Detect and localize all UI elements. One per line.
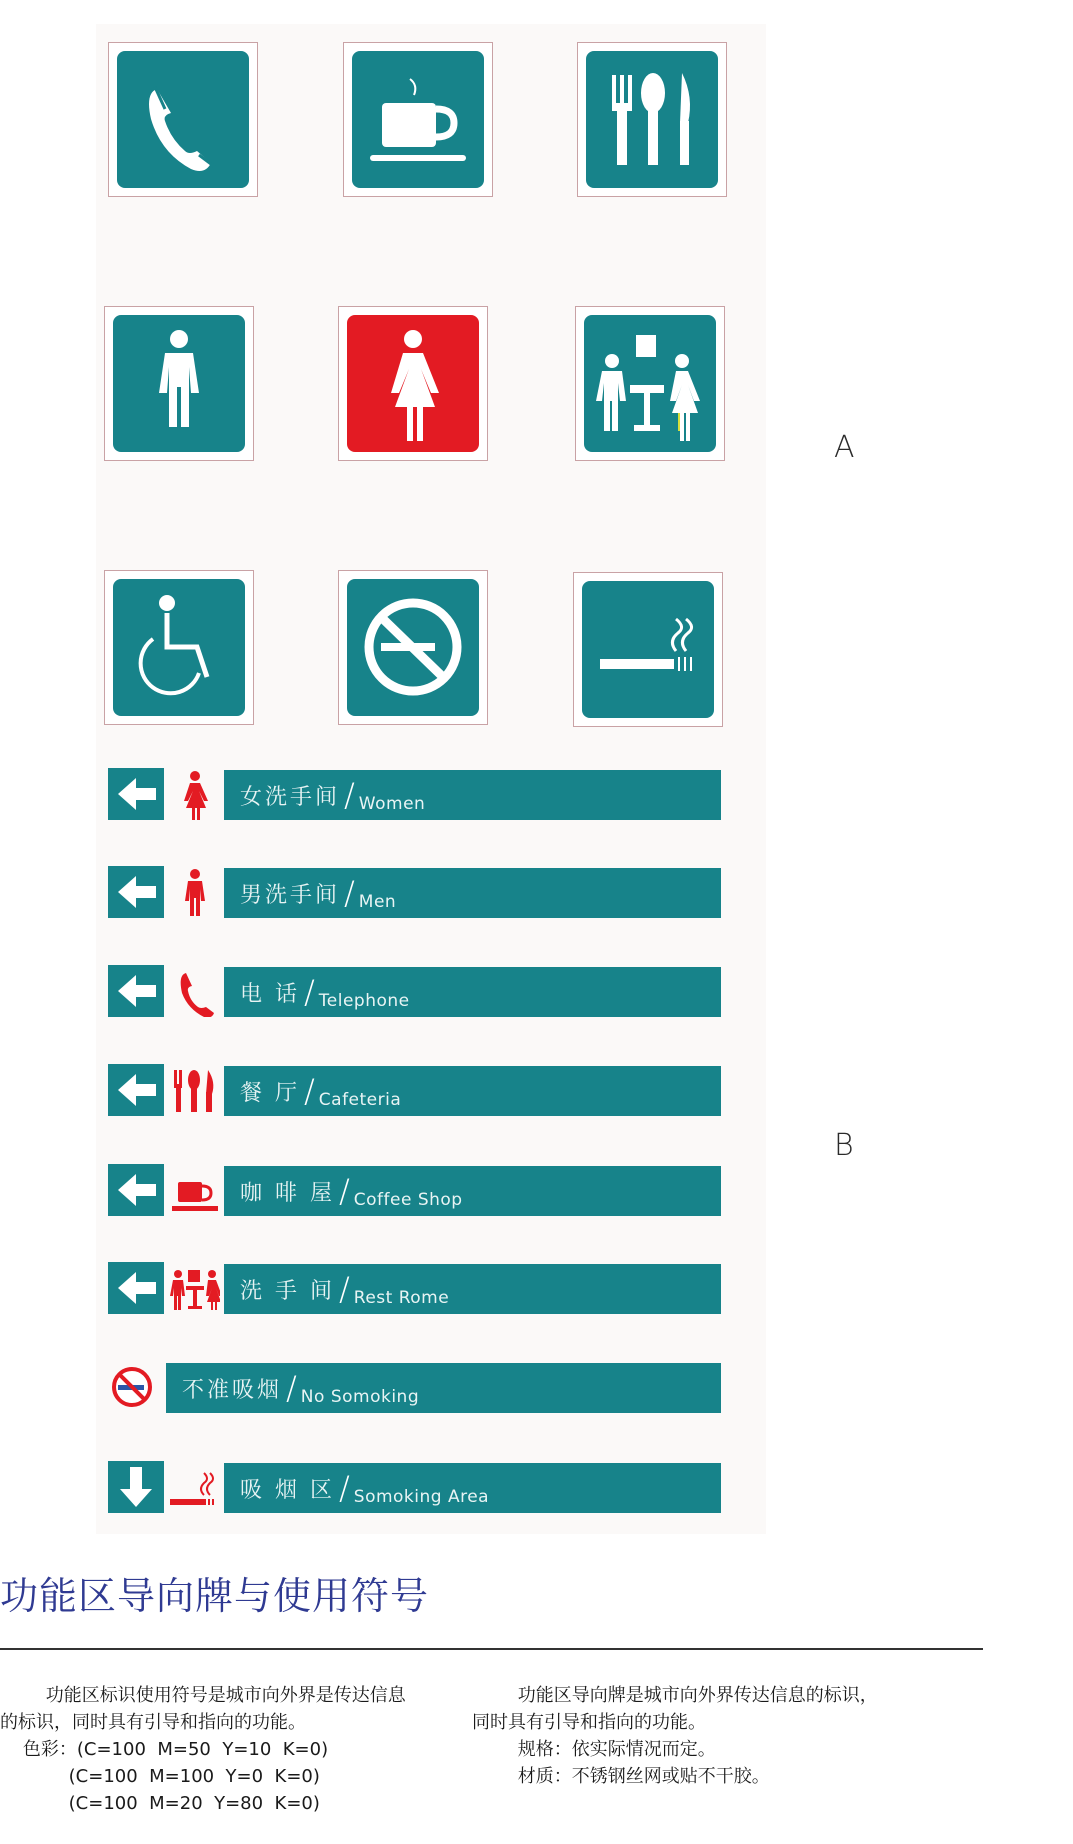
sign-text-bar (166, 1363, 721, 1413)
sign-chinese-label: 吸 烟 区 (240, 1477, 335, 1503)
sign-english-label: Coffee Shop (353, 1190, 463, 1210)
left-text-line: (C=100 M=100 Y=0 K=0) (0, 1766, 320, 1787)
right-text-line: 材质：不锈钢丝网或贴不干胶。 (472, 1766, 770, 1787)
telephone-icon (117, 51, 249, 188)
page-heading: 功能区导向牌与使用符号 (0, 1574, 430, 1618)
men-sign (104, 306, 254, 461)
right-text-line: 功能区导向牌是城市向外界传达信息的标识， (472, 1685, 878, 1706)
right-description (472, 1655, 878, 1817)
sign-english-label: Men (358, 892, 397, 912)
sign-slash: / (339, 1270, 350, 1308)
direction-sign-row (108, 1060, 720, 1116)
sign-text-bar (224, 1264, 721, 1314)
left-text-line: (C=100 M=20 Y=80 K=0) (0, 1793, 320, 1814)
sign-english-label: Somoking Area (353, 1487, 490, 1507)
sign-slash: / (339, 1469, 350, 1507)
direction-sign-row (108, 1160, 720, 1216)
restroom-icon (170, 1262, 220, 1314)
left-description (0, 1655, 406, 1844)
woman-icon (347, 315, 479, 452)
sign-text-bar (224, 967, 721, 1017)
restaurant-sign (577, 42, 727, 197)
down-arrow-icon (108, 1461, 164, 1513)
woman-icon (170, 768, 220, 820)
man-icon (170, 866, 220, 918)
sign-slash: / (304, 1072, 315, 1110)
sign-english-label: Cafeteria (318, 1090, 402, 1110)
smoking-area-sign (573, 572, 723, 727)
sign-text-bar (224, 770, 721, 820)
restroom-sign (575, 306, 725, 461)
sign-english-label: No Somoking (300, 1387, 420, 1407)
right-text-line: 同时具有引导和指向的功能。 (472, 1712, 706, 1733)
left-arrow-icon (108, 866, 164, 918)
left-arrow-icon (108, 768, 164, 820)
no-smoking-icon (110, 1361, 160, 1413)
sign-english-label: Telephone (318, 991, 410, 1011)
sign-english-label: Women (358, 794, 426, 814)
sign-chinese-label: 洗 手 间 (240, 1278, 335, 1304)
left-arrow-icon (108, 965, 164, 1017)
left-arrow-icon (108, 1262, 164, 1314)
cutlery-icon (170, 1064, 220, 1116)
sign-text-bar (224, 1166, 721, 1216)
direction-sign-row (108, 764, 720, 820)
direction-sign-row (108, 1457, 720, 1513)
cutlery-icon (586, 51, 718, 188)
section-label-b: B (834, 1128, 854, 1163)
sign-slash: / (344, 874, 355, 912)
no-smoking-icon (347, 579, 479, 716)
coffee-cup-icon (170, 1164, 220, 1216)
left-text-line: 的标识，同时具有引导和指向的功能。 (0, 1712, 306, 1733)
sign-english-label: Rest Rome (353, 1288, 450, 1308)
coffee-sign (343, 42, 493, 197)
sign-text-bar (224, 1066, 721, 1116)
sign-chinese-label: 女洗手间 (240, 784, 341, 810)
coffee-cup-icon (352, 51, 484, 188)
man-icon (113, 315, 245, 452)
smoking-area-icon (582, 581, 714, 718)
restroom-icon (584, 315, 716, 452)
accessible-sign (104, 570, 254, 725)
wheelchair-icon (113, 579, 245, 716)
sign-slash: / (286, 1369, 297, 1407)
sign-chinese-label: 咖 啡 屋 (240, 1180, 335, 1206)
direction-sign-row (108, 1357, 720, 1413)
smoking-area-icon (170, 1461, 220, 1513)
heading-divider (0, 1648, 983, 1650)
section-label-a: A (834, 430, 855, 465)
left-text-line: 功能区标识使用符号是城市向外界是传达信息 (0, 1685, 406, 1706)
telephone-icon (170, 965, 220, 1017)
direction-sign-row (108, 1258, 720, 1314)
sign-text-bar (224, 868, 721, 918)
left-text-line: 色彩：(C=100 M=50 Y=10 K=0) (0, 1739, 329, 1760)
sign-slash: / (344, 776, 355, 814)
direction-sign-row (108, 862, 720, 918)
sign-text-bar (224, 1463, 721, 1513)
no-smoking-sign (338, 570, 488, 725)
sign-chinese-label: 电 话 (240, 981, 300, 1007)
telephone-sign (108, 42, 258, 197)
left-arrow-icon (108, 1064, 164, 1116)
left-arrow-icon (108, 1164, 164, 1216)
sign-chinese-label: 不准吸烟 (182, 1377, 283, 1403)
sign-chinese-label: 男洗手间 (240, 882, 341, 908)
sign-chinese-label: 餐 厅 (240, 1080, 300, 1106)
direction-sign-row (108, 961, 720, 1017)
sign-slash: / (339, 1172, 350, 1210)
sign-slash: / (304, 973, 315, 1011)
women-sign (338, 306, 488, 461)
right-text-line: 规格：依实际情况而定。 (472, 1739, 716, 1760)
